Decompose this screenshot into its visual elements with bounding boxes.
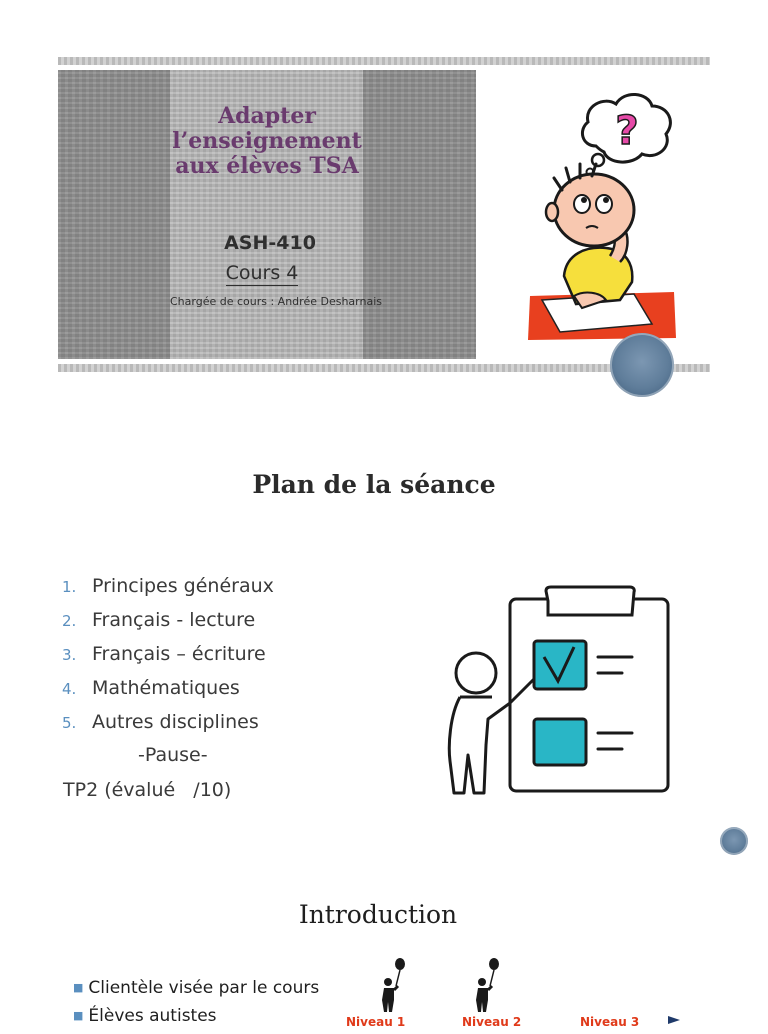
- course-code: ASH-410: [224, 232, 316, 254]
- plan-title: Plan de la séance: [252, 470, 496, 499]
- course-number: [58, 262, 466, 284]
- plan-item: [62, 609, 382, 643]
- bullet-item: [73, 1006, 319, 1034]
- course-number-text: Cours 4: [225, 262, 299, 284]
- left-eye: [574, 195, 590, 213]
- plan-item: [62, 711, 382, 745]
- pause-label: -Pause-: [138, 744, 208, 766]
- level-label-1: Niveau 1: [346, 1015, 406, 1029]
- clipboard-clip: [546, 587, 634, 615]
- plan-list: [62, 575, 382, 745]
- title-line-1: Adapter: [218, 103, 316, 129]
- tp2-label: TP2 (évalué /10): [63, 779, 232, 801]
- checklist-illustration: [440, 585, 676, 800]
- title-line-2: l’enseignement: [172, 128, 362, 154]
- plan-item: [62, 677, 382, 711]
- person-head: [456, 653, 496, 693]
- bullet-text: Élèves autistes: [88, 1006, 217, 1026]
- instructor-credit: Chargée de cours : Andrée Desharnais: [170, 295, 382, 308]
- figure-balloon-icon-2: [470, 956, 502, 1014]
- plan-item-label: Principes généraux: [92, 575, 274, 597]
- plan-item-number: 4.: [62, 680, 77, 698]
- slide-badge-circle: [610, 333, 674, 397]
- bullet-square-icon: ■: [73, 1009, 84, 1022]
- level-label-2: Niveau 2: [462, 1015, 522, 1029]
- bullet-square-icon: ■: [73, 981, 84, 994]
- title-panel: [58, 70, 476, 359]
- plan-item-label: Autres disciplines: [92, 711, 259, 733]
- plan-item-number: 1.: [62, 578, 77, 596]
- head: [554, 174, 634, 246]
- plan-item-label: Mathématiques: [92, 677, 240, 699]
- plan-item-number: 5.: [62, 714, 77, 732]
- ear: [546, 203, 558, 221]
- intro-bullets: [73, 978, 319, 1034]
- right-pupil: [603, 197, 609, 203]
- bullet-item: [73, 978, 319, 1006]
- right-eye: [596, 195, 612, 213]
- left-pupil: [581, 197, 587, 203]
- slide-badge-circle-small: [720, 827, 748, 855]
- plan-item: [62, 643, 382, 677]
- plan-item-label: Français – écriture: [92, 643, 266, 665]
- checkbox-checked: [534, 641, 586, 689]
- arrow-right-icon: [668, 1016, 680, 1024]
- intro-title: Introduction: [298, 900, 458, 929]
- plan-item: [62, 575, 382, 609]
- top-divider: [58, 57, 710, 65]
- slide-title: [58, 104, 476, 179]
- figure-balloon-icon-1: [376, 956, 408, 1014]
- question-mark-icon: ?: [615, 108, 639, 154]
- thinking-child-illustration: [524, 86, 680, 346]
- plan-item-label: Français - lecture: [92, 609, 256, 631]
- thought-dot-large: [592, 154, 604, 166]
- checkbox-empty: [534, 719, 586, 765]
- title-line-3: aux élèves TSA: [175, 153, 359, 179]
- bullet-text: Clientèle visée par le cours: [88, 978, 320, 998]
- plan-item-number: 2.: [62, 612, 77, 630]
- plan-item-number: 3.: [62, 646, 77, 664]
- level-label-3: Niveau 3: [580, 1015, 640, 1029]
